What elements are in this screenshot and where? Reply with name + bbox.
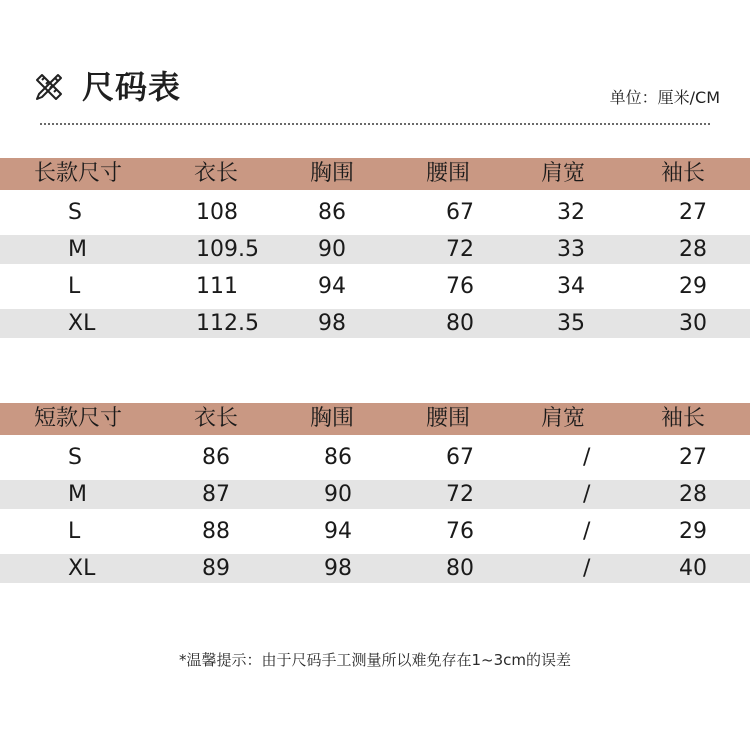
long-size-table xyxy=(0,158,750,338)
table-cell: 72 xyxy=(446,236,474,262)
table-cell: 67 xyxy=(446,199,474,225)
table-cell: 29 xyxy=(679,273,707,299)
table-cell: 72 xyxy=(446,481,474,507)
table-cell: 29 xyxy=(679,518,707,544)
table-cell: XL xyxy=(68,310,96,336)
table-cell: S xyxy=(68,444,82,470)
column-header-size: 短款尺寸 xyxy=(34,406,123,431)
column-header-sleeve: 袖长 xyxy=(661,161,706,186)
unit-label: 单位：厘米/CM xyxy=(609,88,720,107)
table-row xyxy=(0,264,750,309)
table-cell: 80 xyxy=(446,310,474,336)
table-cell: 108 xyxy=(196,199,238,225)
column-header-length: 衣长 xyxy=(194,161,239,186)
table-cell: 27 xyxy=(679,199,707,225)
table-row xyxy=(0,190,750,235)
table-cell: / xyxy=(583,444,591,470)
table-cell: 86 xyxy=(202,444,230,470)
table-cell: 94 xyxy=(318,273,346,299)
footnote: *温馨提示：由于尺码手工测量所以难免存在1~3cm的误差 xyxy=(178,651,572,669)
ruler-pencil-icon xyxy=(34,72,64,102)
table-cell: L xyxy=(68,518,81,544)
table-cell: 88 xyxy=(202,518,230,544)
column-header-chest: 胸围 xyxy=(310,161,355,186)
table-cell: 28 xyxy=(679,236,707,262)
table-cell: 32 xyxy=(557,199,585,225)
table-cell: 33 xyxy=(557,236,585,262)
table-cell: 98 xyxy=(318,310,346,336)
column-header-waist: 腰围 xyxy=(426,161,471,186)
table-row xyxy=(0,480,750,509)
table-cell: 76 xyxy=(446,273,474,299)
table-header-row xyxy=(0,403,750,435)
table-cell: 80 xyxy=(446,555,474,581)
table-cell: M xyxy=(68,481,87,507)
table-row xyxy=(0,235,750,264)
short-size-table xyxy=(0,403,750,583)
table-cell: 28 xyxy=(679,481,707,507)
table-cell: 86 xyxy=(318,199,346,225)
table-cell: 94 xyxy=(324,518,352,544)
table-cell: 90 xyxy=(324,481,352,507)
table-cell: XL xyxy=(68,555,96,581)
table-cell: S xyxy=(68,199,82,225)
table-cell: 112.5 xyxy=(196,310,259,336)
column-header-shoulder: 肩宽 xyxy=(541,161,586,186)
column-header-sleeve: 袖长 xyxy=(661,406,706,431)
table-cell: / xyxy=(583,555,591,581)
table-cell: 67 xyxy=(446,444,474,470)
table-cell: 109.5 xyxy=(196,236,259,262)
table-cell: 98 xyxy=(324,555,352,581)
table-header-row xyxy=(0,158,750,190)
column-header-chest: 胸围 xyxy=(310,406,355,431)
table-cell: 86 xyxy=(324,444,352,470)
column-header-length: 衣长 xyxy=(194,406,239,431)
table-cell: / xyxy=(583,518,591,544)
table-cell: 87 xyxy=(202,481,230,507)
page-title: 尺码表 xyxy=(82,68,182,106)
column-header-size: 长款尺寸 xyxy=(34,161,123,186)
column-header-waist: 腰围 xyxy=(426,406,471,431)
table-cell: 89 xyxy=(202,555,230,581)
table-cell: 90 xyxy=(318,236,346,262)
table-cell: 35 xyxy=(557,310,585,336)
table-cell: M xyxy=(68,236,87,262)
table-cell: 111 xyxy=(196,273,238,299)
column-header-shoulder: 肩宽 xyxy=(541,406,586,431)
dotted-divider xyxy=(40,123,710,125)
table-cell: 30 xyxy=(679,310,707,336)
table-row xyxy=(0,435,750,480)
table-cell: 40 xyxy=(679,555,707,581)
table-cell: 27 xyxy=(679,444,707,470)
table-row xyxy=(0,554,750,583)
table-cell: 34 xyxy=(557,273,585,299)
table-cell: 76 xyxy=(446,518,474,544)
table-cell: L xyxy=(68,273,81,299)
table-row xyxy=(0,309,750,338)
table-cell: / xyxy=(583,481,591,507)
table-row xyxy=(0,509,750,554)
